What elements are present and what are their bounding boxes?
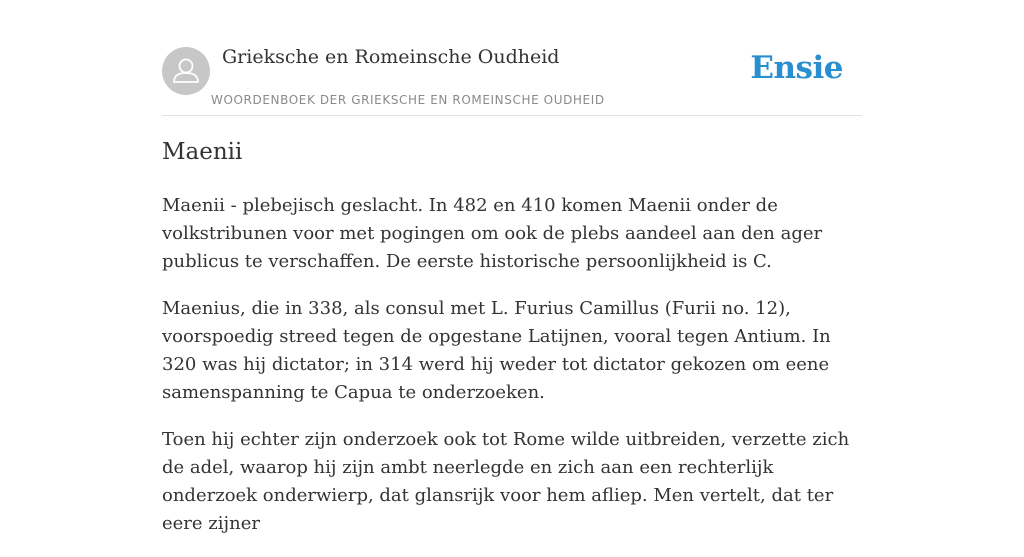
- avatar[interactable]: [162, 47, 210, 95]
- source-title[interactable]: WOORDENBOEK DER GRIEKSCHE EN ROMEINSCHE OUDHEID: [211, 93, 605, 107]
- article-paragraph: Maenii - plebejisch geslacht. In 482 en 410 komen Maenii onder de volkstribunen voor met pogingen om ook de plebs aandeel aan den ager publicus te verschaffen. De eerste historische persoonlijkheid is C.: [162, 195, 823, 272]
- page-container: [162, 0, 862, 534]
- page-title: Maenii: [162, 139, 243, 165]
- article-header: [162, 0, 862, 116]
- article-body: [162, 192, 862, 557]
- user-icon: [162, 47, 210, 95]
- author-name[interactable]: Grieksche en Romeinsche Oudheid: [222, 46, 560, 68]
- article-paragraph: Toen hij echter zijn onderzoek ook tot Rome wilde uitbreiden, verzette zich de adel, waarop hij zijn ambt neerlegde en zich aan een rechterlijk onderzoek onderwierp, dat glansrijk voor hem afliep. Men vertelt, dat ter eere zijner: [162, 429, 850, 534]
- article-paragraph: Maenius, die in 338, als consul met L. Furius Camillus (Furii no. 12), voorspoedig streed tegen de opgestane Latijnen, vooral tegen Antium. In 320 was hij dictator; in 314 werd hij weder tot dictator gekozen om eene samenspanning te Capua te onderzoeken.: [162, 298, 831, 403]
- ensie-logo[interactable]: Ensie: [750, 50, 843, 86]
